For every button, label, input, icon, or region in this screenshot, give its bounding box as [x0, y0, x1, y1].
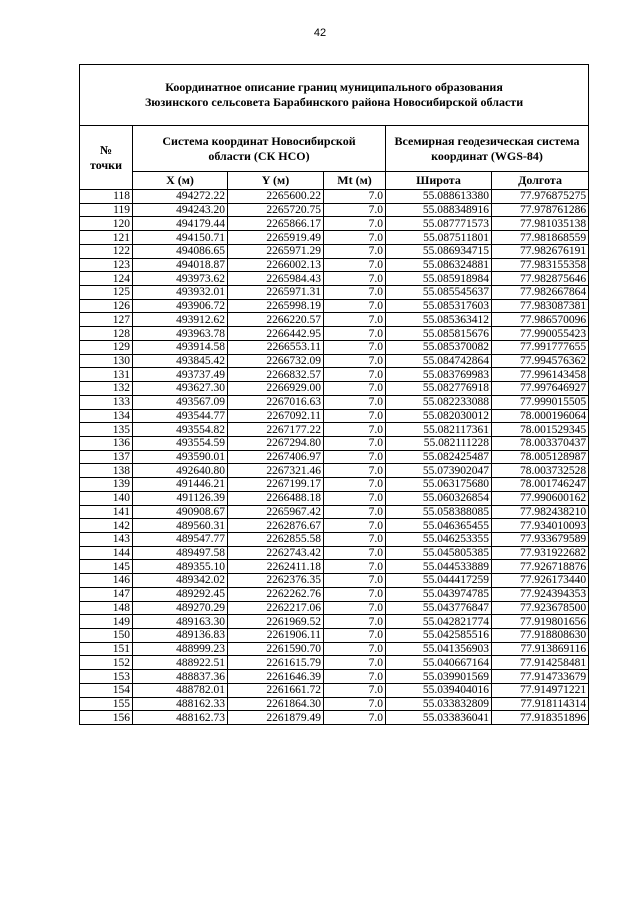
table-row: [80, 601, 589, 615]
point-number-cell: 150: [80, 629, 133, 643]
table-row: [80, 231, 589, 245]
latitude-cell: 55.085363412: [386, 313, 492, 327]
table-row: [80, 436, 589, 450]
y-cell: 2267177.22: [228, 423, 324, 437]
y-cell: 2265971.31: [228, 286, 324, 300]
latitude-cell: 55.088348916: [386, 203, 492, 217]
point-number-cell: 119: [80, 203, 133, 217]
mt-cell: 7.0: [324, 711, 386, 725]
y-cell: 2262376.35: [228, 574, 324, 588]
table-row: [80, 354, 589, 368]
x-column-header: X (м): [133, 172, 228, 190]
y-cell: 2267294.80: [228, 436, 324, 450]
point-number-cell: 129: [80, 340, 133, 354]
x-cell: 493737.49: [133, 368, 228, 382]
y-cell: 2261646.39: [228, 670, 324, 684]
table-row: [80, 519, 589, 533]
latitude-cell: 55.085370082: [386, 340, 492, 354]
table-row: [80, 244, 589, 258]
mt-cell: 7.0: [324, 244, 386, 258]
point-number-cell: 144: [80, 546, 133, 560]
longitude-column-header: Долгота: [492, 172, 589, 190]
y-cell: 2262876.67: [228, 519, 324, 533]
longitude-cell: 77.983155358: [492, 258, 589, 272]
longitude-cell: 77.990055423: [492, 327, 589, 341]
mt-cell: 7.0: [324, 409, 386, 423]
latitude-cell: 55.040667164: [386, 656, 492, 670]
longitude-cell: 77.996143458: [492, 368, 589, 382]
x-cell: 493845.42: [133, 354, 228, 368]
latitude-cell: 55.044417259: [386, 574, 492, 588]
latitude-cell: 55.058388085: [386, 505, 492, 519]
mt-cell: 7.0: [324, 491, 386, 505]
longitude-cell: 77.926718876: [492, 560, 589, 574]
mt-cell: 7.0: [324, 532, 386, 546]
x-cell: 493544.77: [133, 409, 228, 423]
mt-cell: 7.0: [324, 615, 386, 629]
y-cell: 2262855.58: [228, 532, 324, 546]
y-cell: 2262262.76: [228, 587, 324, 601]
mt-cell: 7.0: [324, 203, 386, 217]
mt-cell: 7.0: [324, 656, 386, 670]
latitude-cell: 55.039404016: [386, 683, 492, 697]
mt-cell: 7.0: [324, 587, 386, 601]
point-number-cell: 140: [80, 491, 133, 505]
mt-cell: 7.0: [324, 313, 386, 327]
point-number-header: [80, 126, 133, 190]
x-cell: 488162.73: [133, 711, 228, 725]
latitude-cell: 55.082776918: [386, 382, 492, 396]
latitude-cell: 55.085317603: [386, 299, 492, 313]
mt-cell: 7.0: [324, 190, 386, 204]
table-row: [80, 286, 589, 300]
y-cell: 2265866.17: [228, 217, 324, 231]
longitude-cell: 77.990600162: [492, 491, 589, 505]
y-cell: 2267092.11: [228, 409, 324, 423]
table-row: [80, 656, 589, 670]
x-cell: 489136.83: [133, 629, 228, 643]
y-cell: 2262411.18: [228, 560, 324, 574]
longitude-cell: 77.918351896: [492, 711, 589, 725]
mt-cell: 7.0: [324, 450, 386, 464]
table-row: [80, 629, 589, 643]
latitude-cell: 55.073902047: [386, 464, 492, 478]
y-cell: 2261906.11: [228, 629, 324, 643]
table-row: [80, 190, 589, 204]
x-cell: 493912.62: [133, 313, 228, 327]
mt-column-header: Mt (м): [324, 172, 386, 190]
x-cell: 493963.78: [133, 327, 228, 341]
y-cell: 2267199.17: [228, 478, 324, 492]
latitude-cell: 55.087771573: [386, 217, 492, 231]
y-cell: 2267321.46: [228, 464, 324, 478]
point-number-cell: 143: [80, 532, 133, 546]
x-cell: 494086.65: [133, 244, 228, 258]
longitude-cell: 77.931922682: [492, 546, 589, 560]
x-cell: 493554.82: [133, 423, 228, 437]
y-cell: 2262217.06: [228, 601, 324, 615]
point-number-cell: 151: [80, 642, 133, 656]
point-number-cell: 118: [80, 190, 133, 204]
mt-cell: 7.0: [324, 299, 386, 313]
table-row: [80, 423, 589, 437]
mt-cell: 7.0: [324, 642, 386, 656]
title-line-1: Координатное описание границ муниципального образования: [165, 80, 503, 94]
latitude-column-header: Широта: [386, 172, 492, 190]
longitude-cell: 77.986570096: [492, 313, 589, 327]
table-row: [80, 683, 589, 697]
point-number-cell: 136: [80, 436, 133, 450]
x-cell: 494150.71: [133, 231, 228, 245]
longitude-cell: 77.926173440: [492, 574, 589, 588]
mt-cell: 7.0: [324, 519, 386, 533]
table-row: [80, 272, 589, 286]
x-cell: 493914.58: [133, 340, 228, 354]
mt-cell: 7.0: [324, 574, 386, 588]
longitude-cell: 78.003732528: [492, 464, 589, 478]
y-cell: 2261661.72: [228, 683, 324, 697]
x-cell: 494243.20: [133, 203, 228, 217]
wgs-line-1: Всемирная геодезическая система: [394, 133, 580, 148]
point-number-cell: 152: [80, 656, 133, 670]
latitude-cell: 55.039901569: [386, 670, 492, 684]
x-cell: 491446.21: [133, 478, 228, 492]
latitude-cell: 55.043776847: [386, 601, 492, 615]
mt-cell: 7.0: [324, 478, 386, 492]
table-row: [80, 409, 589, 423]
latitude-cell: 55.085815676: [386, 327, 492, 341]
y-cell: 2262743.42: [228, 546, 324, 560]
table-row: [80, 532, 589, 546]
x-cell: 494018.87: [133, 258, 228, 272]
x-cell: 492640.80: [133, 464, 228, 478]
table-body: [80, 190, 589, 725]
y-cell: 2266442.95: [228, 327, 324, 341]
point-number-cell: 145: [80, 560, 133, 574]
longitude-cell: 77.982676191: [492, 244, 589, 258]
x-cell: 489560.31: [133, 519, 228, 533]
point-number-cell: 132: [80, 382, 133, 396]
point-number-label: точки: [89, 157, 123, 172]
longitude-cell: 77.981035138: [492, 217, 589, 231]
latitude-cell: 55.046365455: [386, 519, 492, 533]
point-number-cell: 126: [80, 299, 133, 313]
mt-cell: 7.0: [324, 670, 386, 684]
x-cell: 489270.29: [133, 601, 228, 615]
table-row: [80, 368, 589, 382]
table-row: [80, 217, 589, 231]
local-system-line-2: области (СК НСО): [208, 148, 310, 163]
longitude-cell: 77.981868559: [492, 231, 589, 245]
mt-cell: 7.0: [324, 258, 386, 272]
x-cell: 488999.23: [133, 642, 228, 656]
table-row: [80, 327, 589, 341]
mt-cell: 7.0: [324, 629, 386, 643]
latitude-cell: 55.082425487: [386, 450, 492, 464]
longitude-cell: 77.976875275: [492, 190, 589, 204]
longitude-cell: 77.919801656: [492, 615, 589, 629]
x-cell: 491126.39: [133, 491, 228, 505]
point-number-cell: 146: [80, 574, 133, 588]
mt-cell: 7.0: [324, 697, 386, 711]
point-number-cell: 147: [80, 587, 133, 601]
point-number-cell: 156: [80, 711, 133, 725]
y-cell: 2266002.13: [228, 258, 324, 272]
x-cell: 493973.62: [133, 272, 228, 286]
latitude-cell: 55.044533889: [386, 560, 492, 574]
latitude-cell: 55.033832809: [386, 697, 492, 711]
y-cell: 2265967.42: [228, 505, 324, 519]
point-number-cell: 123: [80, 258, 133, 272]
point-number-cell: 130: [80, 354, 133, 368]
longitude-cell: 77.978761286: [492, 203, 589, 217]
table-row: [80, 395, 589, 409]
point-number-cell: 124: [80, 272, 133, 286]
latitude-cell: 55.084742864: [386, 354, 492, 368]
local-system-line-1: Система координат Новосибирской: [162, 133, 356, 148]
table-row: [80, 587, 589, 601]
mt-cell: 7.0: [324, 546, 386, 560]
latitude-cell: 55.046253355: [386, 532, 492, 546]
point-number-symbol: №: [99, 142, 113, 157]
page-number: 42: [313, 27, 327, 39]
mt-cell: 7.0: [324, 560, 386, 574]
table-row: [80, 299, 589, 313]
longitude-cell: 77.914258481: [492, 656, 589, 670]
latitude-cell: 55.060326854: [386, 491, 492, 505]
x-cell: 489547.77: [133, 532, 228, 546]
y-cell: 2265984.43: [228, 272, 324, 286]
x-cell: 490908.67: [133, 505, 228, 519]
longitude-cell: 77.991777655: [492, 340, 589, 354]
latitude-cell: 55.082030012: [386, 409, 492, 423]
point-number-cell: 122: [80, 244, 133, 258]
mt-cell: 7.0: [324, 464, 386, 478]
point-number-cell: 135: [80, 423, 133, 437]
y-cell: 2261864.30: [228, 697, 324, 711]
y-cell: 2265720.75: [228, 203, 324, 217]
latitude-cell: 55.087511801: [386, 231, 492, 245]
y-cell: 2261879.49: [228, 711, 324, 725]
latitude-cell: 55.033836041: [386, 711, 492, 725]
point-number-cell: 138: [80, 464, 133, 478]
longitude-cell: 77.923678500: [492, 601, 589, 615]
coordinates-table: [79, 64, 589, 725]
latitude-cell: 55.082233088: [386, 395, 492, 409]
table-row: [80, 478, 589, 492]
y-cell: 2266488.18: [228, 491, 324, 505]
point-number-cell: 149: [80, 615, 133, 629]
latitude-cell: 55.085918984: [386, 272, 492, 286]
y-cell: 2267016.63: [228, 395, 324, 409]
longitude-cell: 77.934010093: [492, 519, 589, 533]
x-cell: 488922.51: [133, 656, 228, 670]
y-cell: 2266553.11: [228, 340, 324, 354]
table-row: [80, 258, 589, 272]
table-row: [80, 615, 589, 629]
y-cell: 2266929.00: [228, 382, 324, 396]
mt-cell: 7.0: [324, 423, 386, 437]
mt-cell: 7.0: [324, 286, 386, 300]
latitude-cell: 55.082117361: [386, 423, 492, 437]
mt-cell: 7.0: [324, 354, 386, 368]
table-row: [80, 642, 589, 656]
mt-cell: 7.0: [324, 368, 386, 382]
longitude-cell: 77.982875646: [492, 272, 589, 286]
longitude-cell: 77.918808630: [492, 629, 589, 643]
point-number-cell: 120: [80, 217, 133, 231]
point-number-cell: 128: [80, 327, 133, 341]
table-row: [80, 560, 589, 574]
point-number-cell: 121: [80, 231, 133, 245]
table-row: [80, 340, 589, 354]
y-cell: 2266220.57: [228, 313, 324, 327]
y-cell: 2265919.49: [228, 231, 324, 245]
x-cell: 493554.59: [133, 436, 228, 450]
x-cell: 489355.10: [133, 560, 228, 574]
mt-cell: 7.0: [324, 395, 386, 409]
mt-cell: 7.0: [324, 327, 386, 341]
mt-cell: 7.0: [324, 231, 386, 245]
longitude-cell: 77.924394353: [492, 587, 589, 601]
title-line-2: Зюзинского сельсовета Барабинского района Новосибирской области: [144, 95, 524, 109]
table-title: [80, 65, 589, 126]
point-number-cell: 127: [80, 313, 133, 327]
latitude-cell: 55.082111228: [386, 436, 492, 450]
longitude-cell: 78.005128987: [492, 450, 589, 464]
x-cell: 494272.22: [133, 190, 228, 204]
point-number-cell: 134: [80, 409, 133, 423]
table-row: [80, 203, 589, 217]
local-system-header: [133, 126, 386, 172]
longitude-cell: 77.933679589: [492, 532, 589, 546]
y-cell: 2265971.29: [228, 244, 324, 258]
y-cell: 2261590.70: [228, 642, 324, 656]
x-cell: 493590.01: [133, 450, 228, 464]
latitude-cell: 55.042821774: [386, 615, 492, 629]
table-row: [80, 697, 589, 711]
point-number-cell: 139: [80, 478, 133, 492]
latitude-cell: 55.042585516: [386, 629, 492, 643]
x-cell: 488162.33: [133, 697, 228, 711]
y-column-header: Y (м): [228, 172, 324, 190]
point-number-cell: 125: [80, 286, 133, 300]
mt-cell: 7.0: [324, 382, 386, 396]
point-number-cell: 131: [80, 368, 133, 382]
point-number-cell: 155: [80, 697, 133, 711]
longitude-cell: 77.983087381: [492, 299, 589, 313]
mt-cell: 7.0: [324, 340, 386, 354]
point-number-cell: 142: [80, 519, 133, 533]
wgs-system-header: [386, 126, 589, 172]
longitude-cell: 77.914971221: [492, 683, 589, 697]
table-row: [80, 670, 589, 684]
longitude-cell: 78.000196064: [492, 409, 589, 423]
table-row: [80, 505, 589, 519]
table-row: [80, 450, 589, 464]
latitude-cell: 55.086324881: [386, 258, 492, 272]
longitude-cell: 77.982438210: [492, 505, 589, 519]
y-cell: 2265600.22: [228, 190, 324, 204]
table-row: [80, 711, 589, 725]
point-number-cell: 133: [80, 395, 133, 409]
x-cell: 489163.30: [133, 615, 228, 629]
mt-cell: 7.0: [324, 217, 386, 231]
longitude-cell: 77.982667864: [492, 286, 589, 300]
mt-cell: 7.0: [324, 505, 386, 519]
x-cell: 489497.58: [133, 546, 228, 560]
table-row: [80, 382, 589, 396]
y-cell: 2261969.52: [228, 615, 324, 629]
y-cell: 2266832.57: [228, 368, 324, 382]
latitude-cell: 55.063175680: [386, 478, 492, 492]
point-number-cell: 141: [80, 505, 133, 519]
longitude-cell: 78.001529345: [492, 423, 589, 437]
y-cell: 2261615.79: [228, 656, 324, 670]
point-number-cell: 154: [80, 683, 133, 697]
x-cell: 493567.09: [133, 395, 228, 409]
table-row: [80, 491, 589, 505]
point-number-cell: 148: [80, 601, 133, 615]
x-cell: 489342.02: [133, 574, 228, 588]
latitude-cell: 55.041356903: [386, 642, 492, 656]
x-cell: 488837.36: [133, 670, 228, 684]
latitude-cell: 55.088613380: [386, 190, 492, 204]
table-row: [80, 464, 589, 478]
mt-cell: 7.0: [324, 601, 386, 615]
latitude-cell: 55.043974785: [386, 587, 492, 601]
x-cell: 493627.30: [133, 382, 228, 396]
mt-cell: 7.0: [324, 683, 386, 697]
longitude-cell: 77.997646927: [492, 382, 589, 396]
latitude-cell: 55.045805385: [386, 546, 492, 560]
mt-cell: 7.0: [324, 272, 386, 286]
y-cell: 2266732.09: [228, 354, 324, 368]
x-cell: 493932.01: [133, 286, 228, 300]
longitude-cell: 77.918114314: [492, 697, 589, 711]
longitude-cell: 78.001746247: [492, 478, 589, 492]
x-cell: 493906.72: [133, 299, 228, 313]
table-row: [80, 574, 589, 588]
latitude-cell: 55.085545637: [386, 286, 492, 300]
latitude-cell: 55.086934715: [386, 244, 492, 258]
x-cell: 489292.45: [133, 587, 228, 601]
table-row: [80, 313, 589, 327]
longitude-cell: 77.994576362: [492, 354, 589, 368]
y-cell: 2265998.19: [228, 299, 324, 313]
wgs-line-2: координат (WGS-84): [431, 148, 543, 163]
table-row: [80, 546, 589, 560]
longitude-cell: 77.914733679: [492, 670, 589, 684]
longitude-cell: 77.999015505: [492, 395, 589, 409]
mt-cell: 7.0: [324, 436, 386, 450]
x-cell: 494179.44: [133, 217, 228, 231]
longitude-cell: 78.003370437: [492, 436, 589, 450]
point-number-cell: 137: [80, 450, 133, 464]
point-number-cell: 153: [80, 670, 133, 684]
y-cell: 2267406.97: [228, 450, 324, 464]
latitude-cell: 55.083769983: [386, 368, 492, 382]
x-cell: 488782.01: [133, 683, 228, 697]
longitude-cell: 77.913869116: [492, 642, 589, 656]
